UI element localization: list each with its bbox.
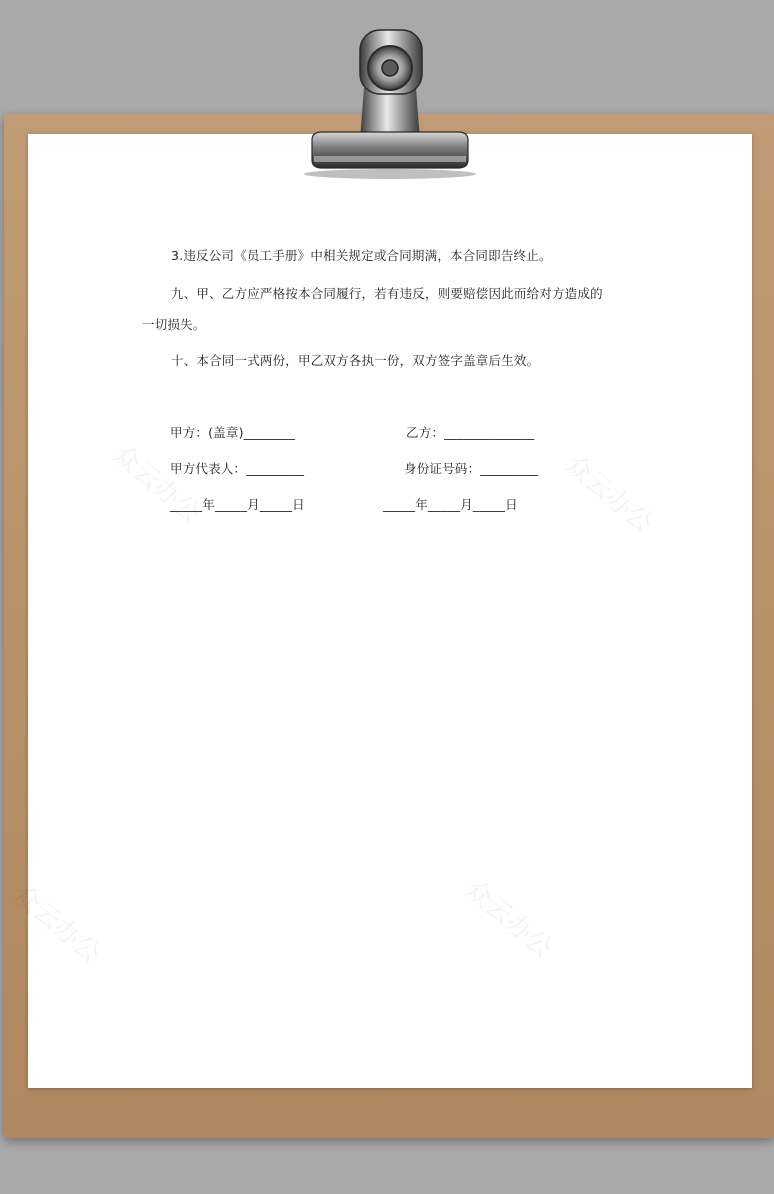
id-number-field: 身份证号码：_________ xyxy=(404,461,539,476)
document-paper xyxy=(6,134,752,1088)
binder-clip-icon xyxy=(298,20,482,180)
party-a-representative-field: 甲方代表人：_________ xyxy=(170,461,305,476)
watermark: 众云办公 xyxy=(106,439,206,530)
party-a-seal-field: 甲方：(盖章)________ xyxy=(170,425,296,440)
clause-3: 3.违反公司《员工手册》中相关规定或合同期满，本合同即告终止。 xyxy=(171,248,552,263)
clause-9-line-1: 九、甲、乙方应严格按本合同履行，若有违反，则要赔偿因此而给对方造成的 xyxy=(171,286,603,301)
party-b-date-field: _____年_____月_____日 xyxy=(383,497,518,512)
party-a-date-field: _____年_____月_____日 xyxy=(170,497,305,512)
watermark: 众云办公 xyxy=(458,874,558,965)
watermark: 众云办公 xyxy=(558,449,658,540)
party-b-field: 乙方：______________ xyxy=(406,425,535,440)
watermark: 众云办公 xyxy=(6,879,106,970)
clause-9-line-2: 一切损失。 xyxy=(142,317,206,332)
clause-10: 十、本合同一式两份，甲乙双方各执一份，双方签字盖章后生效。 xyxy=(171,353,540,368)
